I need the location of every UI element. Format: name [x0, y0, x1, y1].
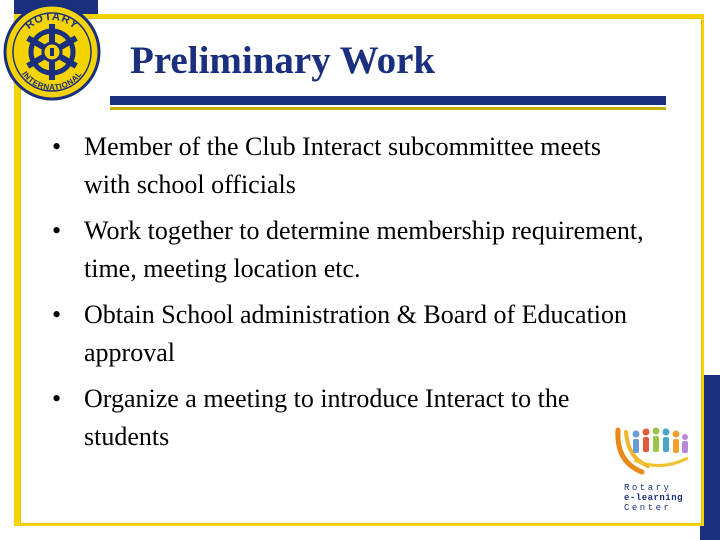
title-rule	[110, 96, 666, 105]
slide-title: Preliminary Work	[130, 39, 436, 82]
bullet-marker: •	[52, 384, 62, 413]
bullet-item	[52, 380, 652, 456]
emblem-text-top: ROTARY	[23, 10, 81, 32]
people-group-icon	[618, 428, 688, 473]
bullet-text: Organize a meeting to introduce Interact to the students	[84, 384, 570, 451]
emblem-text-bottom: INTERNATIONAL	[20, 69, 84, 93]
bullet-text: Obtain School administration & Board of Education approval	[84, 300, 628, 367]
bullet-item	[52, 128, 652, 204]
bullet-text: Work together to determine membership requirement, time, meeting location etc.	[84, 216, 644, 283]
elearning-line-1: Rotary	[624, 483, 672, 493]
bullet-item	[52, 296, 652, 372]
bullet-marker: •	[52, 216, 62, 245]
elearning-line-3: Center	[624, 503, 672, 513]
elearning-line-2: e-learning	[624, 493, 684, 503]
title-rule-accent	[110, 107, 666, 110]
bullet-item	[52, 212, 652, 288]
bullet-marker: •	[52, 132, 62, 161]
elearning-center-logo	[612, 420, 702, 520]
bullet-text: Member of the Club Interact subcommittee meets with school officials	[84, 132, 601, 199]
bullet-marker: •	[52, 300, 62, 329]
rotary-wheel-icon	[2, 2, 102, 102]
bullet-list	[52, 128, 652, 464]
